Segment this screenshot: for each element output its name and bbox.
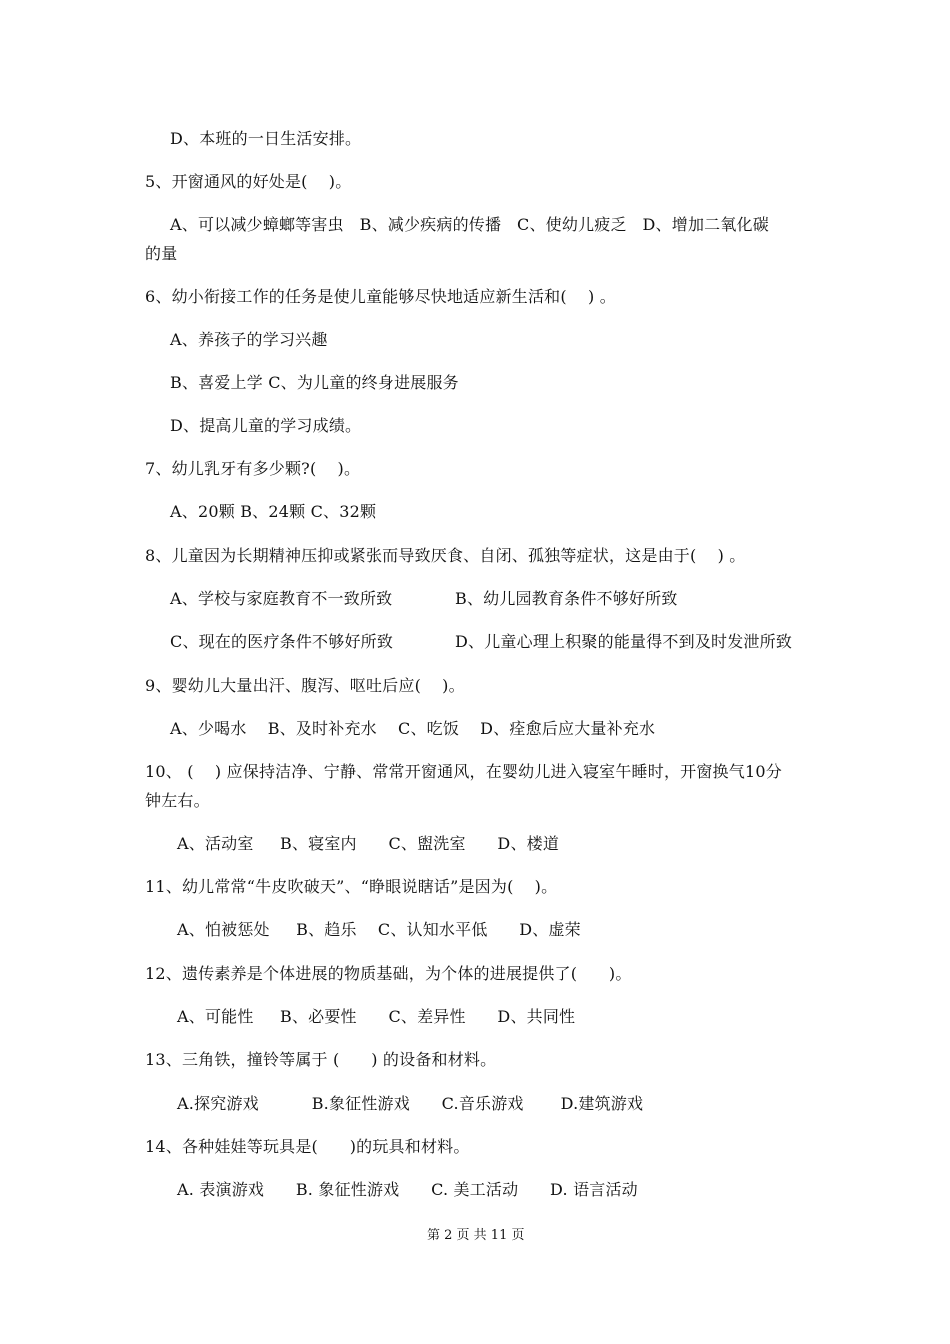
q7-question: 7、幼儿乳牙有多少颗?( )。 bbox=[145, 459, 361, 478]
q8-question: 8、儿童因为长期精神压抑或紧张而导致厌食、自闭、孤独等症状，这是由于( ) 。 bbox=[145, 546, 746, 565]
q8-option-d: D、儿童心理上积聚的能量得不到及时发泄所致 bbox=[455, 632, 793, 651]
q6-question: 6、幼小衔接工作的任务是使儿童能够尽快地适应新生活和( ) 。 bbox=[145, 287, 616, 306]
q9-options: A、少喝水 B、及时补充水 C、吃饭 D、痊愈后应大量补充水 bbox=[170, 719, 656, 738]
q5-question: 5、开窗通风的好处是( )。 bbox=[145, 172, 352, 191]
q14-options: A. 表演游戏 B. 象征性游戏 C. 美工活动 D. 语言活动 bbox=[177, 1180, 638, 1199]
q10-question-continued: 钟左右。 bbox=[145, 791, 210, 810]
q8-option-b: B、幼儿园教育条件不够好所致 bbox=[455, 589, 678, 608]
page-footer: 第 2 页 共 11 页 bbox=[427, 1228, 525, 1243]
q14-question: 14、各种娃娃等玩具是( )的玩具和材料。 bbox=[145, 1137, 470, 1156]
q12-question: 12、遗传素养是个体进展的物质基础，为个体的进展提供了( )。 bbox=[145, 964, 632, 983]
q10-question: 10、 ( ) 应保持洁净、宁静、常常开窗通风，在婴幼儿进入寝室午睡时，开窗换气10分 bbox=[145, 762, 782, 781]
q4-option-d: D、本班的一日生活安排。 bbox=[170, 129, 362, 148]
q7-options: A、20颗 B、24颗 C、32颗 bbox=[170, 502, 377, 521]
q8-option-c: C、现在的医疗条件不够好所致 bbox=[170, 632, 394, 651]
q5-options: A、可以减少蟑螂等害虫 B、减少疾病的传播 C、使幼儿疲乏 D、增加二氧化碳 bbox=[170, 215, 769, 234]
q13-options: A.探究游戏 B.象征性游戏 C.音乐游戏 D.建筑游戏 bbox=[177, 1094, 644, 1113]
q11-question: 11、幼儿常常“牛皮吹破天”、“睁眼说瞎话”是因为( )。 bbox=[145, 877, 558, 896]
q10-options: A、活动室 B、寝室内 C、盥洗室 D、楼道 bbox=[177, 834, 560, 853]
q9-question: 9、婴幼儿大量出汗、腹泻、呕吐后应( )。 bbox=[145, 676, 465, 695]
q5-options-continued: 的量 bbox=[145, 244, 178, 263]
q6-option-b-c: B、喜爱上学 C、为儿童的终身进展服务 bbox=[170, 373, 459, 392]
q12-options: A、可能性 B、必要性 C、差异性 D、共同性 bbox=[177, 1007, 576, 1026]
q6-option-d: D、提高儿童的学习成绩。 bbox=[170, 416, 362, 435]
q11-options: A、怕被惩处 B、趋乐 C、认知水平低 D、虚荣 bbox=[177, 920, 581, 939]
q8-option-a: A、学校与家庭教育不一致所致 bbox=[170, 589, 393, 608]
q13-question: 13、三角铁，撞铃等属于 ( ) 的设备和材料。 bbox=[145, 1050, 497, 1069]
q6-option-a: A、养孩子的学习兴趣 bbox=[170, 330, 328, 349]
